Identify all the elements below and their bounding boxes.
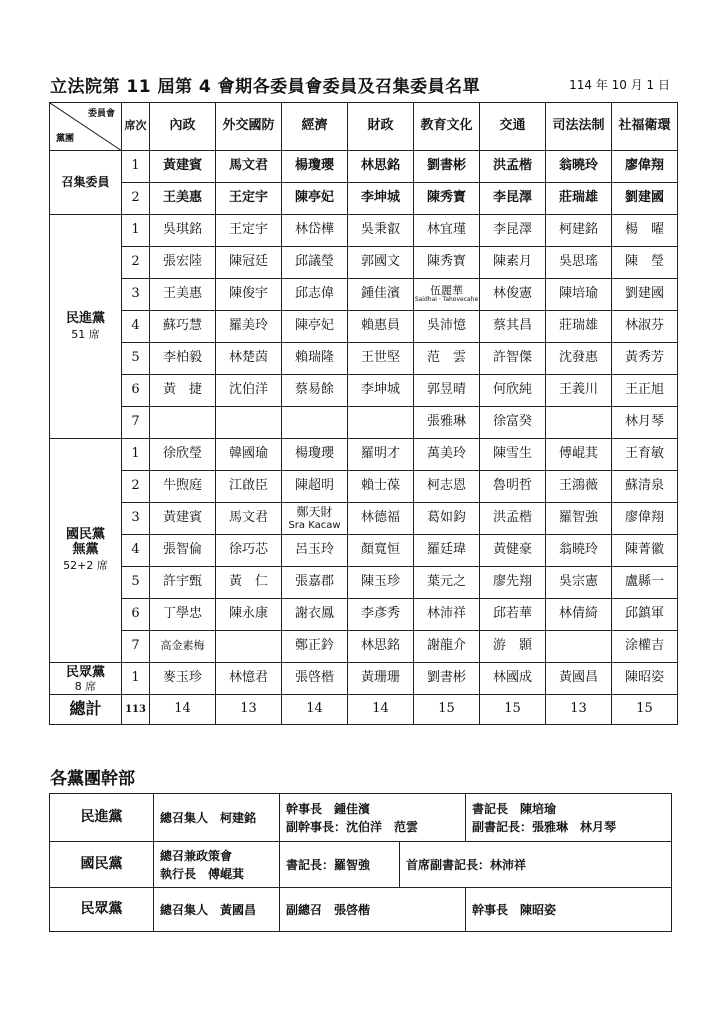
cadre-party: 國民黨 xyxy=(50,842,154,888)
member-cell: 江啟臣 xyxy=(216,471,282,503)
member-cell xyxy=(216,407,282,439)
member-cell: 邱若華 xyxy=(480,599,546,631)
diagonal-header-cell xyxy=(50,103,122,151)
cadre-cell: 首席副書記長：林沛祥 xyxy=(400,842,672,888)
member-name: 伍麗華 xyxy=(430,283,463,297)
party-name: 民眾黨 xyxy=(65,664,105,680)
seat-number: 2 xyxy=(122,183,150,215)
table-row xyxy=(50,503,678,535)
member-cell: 牛煦庭 xyxy=(150,471,216,503)
member-cell: 李昆澤 xyxy=(480,183,546,215)
member-cell: 張宏陸 xyxy=(150,247,216,279)
cadre-line: 幹事長 鍾佳濱 xyxy=(286,801,371,816)
member-cell xyxy=(348,407,414,439)
member-cell: 翁曉玲 xyxy=(546,151,612,183)
member-cell: 邱議瑩 xyxy=(282,247,348,279)
member-cell: 許宇甄 xyxy=(150,567,216,599)
member-cell: 賴惠員 xyxy=(348,311,414,343)
member-cell: 林倩綺 xyxy=(546,599,612,631)
member-cell: 林憶君 xyxy=(216,663,282,695)
seat-number: 1 xyxy=(122,663,150,695)
member-cell: 李坤城 xyxy=(348,183,414,215)
total-label: 總計 xyxy=(50,695,122,725)
cadres-title: 各黨團幹部 xyxy=(50,769,135,789)
member-cell: 林楚茵 xyxy=(216,343,282,375)
member-cell: 林俊憲 xyxy=(480,279,546,311)
committee-header: 司法法制 xyxy=(546,103,612,151)
cadre-cell: 總召集人 柯建銘 xyxy=(154,794,280,842)
party-name: 無黨 xyxy=(72,542,99,558)
tpp-group-label xyxy=(50,663,122,695)
member-cell: 陳冠廷 xyxy=(216,247,282,279)
member-cell: 蔡其昌 xyxy=(480,311,546,343)
total-value: 13 xyxy=(546,695,612,725)
member-cell: 翁曉玲 xyxy=(546,535,612,567)
member-cell: 陳超明 xyxy=(282,471,348,503)
member-name-romanized: Saidhai · Tahovecahe xyxy=(414,296,479,304)
party-name: 國民黨 xyxy=(65,527,105,543)
member-cell: 顏寬恒 xyxy=(348,535,414,567)
cadre-line: 副書記長：張雅琳 林月琴 xyxy=(472,819,617,834)
table-row xyxy=(50,215,678,247)
cadre-cell xyxy=(154,842,280,888)
seat-number: 6 xyxy=(122,375,150,407)
member-cell: 黃國昌 xyxy=(546,663,612,695)
cadre-line: 副幹事長：沈伯洋 范雲 xyxy=(286,819,419,834)
table-row xyxy=(50,151,678,183)
kmt-group-label xyxy=(50,439,122,663)
member-cell: 魯明哲 xyxy=(480,471,546,503)
member-cell: 吳宗憲 xyxy=(546,567,612,599)
party-name: 民進黨 xyxy=(65,310,105,326)
committee-header: 教育文化 xyxy=(414,103,480,151)
member-cell: 黃珊珊 xyxy=(348,663,414,695)
member-cell: 廖偉翔 xyxy=(612,151,678,183)
member-cell: 王世堅 xyxy=(348,343,414,375)
seat-number: 7 xyxy=(122,407,150,439)
member-cell: 林岱樺 xyxy=(282,215,348,247)
cadre-cell: 總召集人 黃國昌 xyxy=(154,888,280,932)
member-cell: 吳沛憶 xyxy=(414,311,480,343)
member-cell: 林國成 xyxy=(480,663,546,695)
member-cell: 羅美玲 xyxy=(216,311,282,343)
member-cell: 廖先翔 xyxy=(480,567,546,599)
member-name-romanized: Sra Kacaw xyxy=(288,519,341,531)
member-cell: 柯建銘 xyxy=(546,215,612,247)
member-cell: 莊瑞雄 xyxy=(546,183,612,215)
member-cell xyxy=(282,407,348,439)
member-cell: 劉書彬 xyxy=(414,151,480,183)
member-cell: 王定宇 xyxy=(216,215,282,247)
member-cell: 馬文君 xyxy=(216,503,282,535)
seat-number: 7 xyxy=(122,631,150,663)
cadre-cell: 書記長：羅智強 xyxy=(280,842,400,888)
committee-header: 社福衛環 xyxy=(612,103,678,151)
member-cell: 賴瑞隆 xyxy=(282,343,348,375)
total-value: 15 xyxy=(480,695,546,725)
committee-header: 經濟 xyxy=(282,103,348,151)
member-cell: 王定宇 xyxy=(216,183,282,215)
member-cell: 王義川 xyxy=(546,375,612,407)
member-cell xyxy=(414,279,480,311)
seat-number: 3 xyxy=(122,279,150,311)
committee-header: 內政 xyxy=(150,103,216,151)
member-cell: 陳培瑜 xyxy=(546,279,612,311)
member-cell: 呂玉玲 xyxy=(282,535,348,567)
member-cell: 郭國文 xyxy=(348,247,414,279)
member-cell: 王美惠 xyxy=(150,183,216,215)
page-date: 114 年 10 月 1 日 xyxy=(569,78,670,92)
member-cell: 張智倫 xyxy=(150,535,216,567)
party-seats: 51 席 xyxy=(71,327,100,341)
table-row xyxy=(50,471,678,503)
conveners-group-label: 召集委員 xyxy=(50,151,122,215)
member-cell: 林思銘 xyxy=(348,631,414,663)
table-row xyxy=(50,183,678,215)
diag-committee-label: 委員會 xyxy=(87,109,115,119)
page-title: 立法院第 11 屆第 4 會期各委員會委員及召集委員名單 xyxy=(50,77,481,97)
member-cell: 何欣純 xyxy=(480,375,546,407)
member-cell: 楊瓊瓔 xyxy=(282,439,348,471)
cadre-line: 書記長 陳培瑜 xyxy=(472,801,557,816)
cadre-row-dpp xyxy=(50,794,672,842)
member-cell: 陳菁徽 xyxy=(612,535,678,567)
member-cell: 陳昭姿 xyxy=(612,663,678,695)
member-cell: 黃 捷 xyxy=(150,375,216,407)
member-cell: 范 雲 xyxy=(414,343,480,375)
committee-header: 交通 xyxy=(480,103,546,151)
member-name: 鄭天財 xyxy=(296,504,333,519)
member-cell: 鍾佳濱 xyxy=(348,279,414,311)
cadre-cell: 副總召 張啓楷 xyxy=(280,888,466,932)
member-cell xyxy=(216,631,282,663)
table-row xyxy=(50,663,678,695)
cadre-cell xyxy=(280,794,466,842)
member-cell: 傅崐萁 xyxy=(546,439,612,471)
party-seats: 52+2 席 xyxy=(63,559,108,573)
member-cell: 林淑芬 xyxy=(612,311,678,343)
member-cell: 葛如鈞 xyxy=(414,503,480,535)
member-cell: 邱鎮軍 xyxy=(612,599,678,631)
member-cell: 游 顥 xyxy=(480,631,546,663)
table-row xyxy=(50,535,678,567)
member-cell: 許智傑 xyxy=(480,343,546,375)
member-cell: 林德福 xyxy=(348,503,414,535)
total-all: 113 xyxy=(122,695,150,725)
cadre-party: 民眾黨 xyxy=(50,888,154,932)
cadre-party: 民進黨 xyxy=(50,794,154,842)
member-cell: 徐富癸 xyxy=(480,407,546,439)
member-cell: 陳俊宇 xyxy=(216,279,282,311)
seat-number: 5 xyxy=(122,343,150,375)
member-cell: 邱志偉 xyxy=(282,279,348,311)
table-row xyxy=(50,311,678,343)
seat-number: 2 xyxy=(122,471,150,503)
member-cell: 陳雪生 xyxy=(480,439,546,471)
member-cell: 陳素月 xyxy=(480,247,546,279)
committee-table xyxy=(49,102,678,725)
member-cell: 黃建賓 xyxy=(150,151,216,183)
member-cell: 李彥秀 xyxy=(348,599,414,631)
member-cell: 徐巧芯 xyxy=(216,535,282,567)
member-cell xyxy=(546,407,612,439)
seat-number: 6 xyxy=(122,599,150,631)
cadre-row-kmt xyxy=(50,842,672,888)
member-cell: 陳亭妃 xyxy=(282,311,348,343)
cadre-cell xyxy=(466,794,672,842)
committee-header: 外交國防 xyxy=(216,103,282,151)
member-cell: 涂權吉 xyxy=(612,631,678,663)
member-cell: 黃秀芳 xyxy=(612,343,678,375)
member-cell: 楊 曜 xyxy=(612,215,678,247)
table-row xyxy=(50,567,678,599)
member-cell: 陳亭妃 xyxy=(282,183,348,215)
member-cell: 李昆澤 xyxy=(480,215,546,247)
cadres-table xyxy=(49,793,672,932)
member-cell: 徐欣瑩 xyxy=(150,439,216,471)
table-row xyxy=(50,279,678,311)
total-value: 13 xyxy=(216,695,282,725)
member-cell: 張嘉郡 xyxy=(282,567,348,599)
member-cell: 羅明才 xyxy=(348,439,414,471)
member-cell: 陳秀寳 xyxy=(414,183,480,215)
member-cell: 葉元之 xyxy=(414,567,480,599)
member-cell: 黃 仁 xyxy=(216,567,282,599)
dpp-group-label xyxy=(50,215,122,439)
table-row xyxy=(50,375,678,407)
member-cell: 萬美玲 xyxy=(414,439,480,471)
member-cell xyxy=(282,503,348,535)
seat-number: 4 xyxy=(122,311,150,343)
member-cell: 丁學忠 xyxy=(150,599,216,631)
member-cell: 張啓楷 xyxy=(282,663,348,695)
seat-number: 5 xyxy=(122,567,150,599)
total-value: 15 xyxy=(414,695,480,725)
member-cell: 王美惠 xyxy=(150,279,216,311)
member-cell: 馬文君 xyxy=(216,151,282,183)
member-cell: 張雅琳 xyxy=(414,407,480,439)
member-cell xyxy=(150,407,216,439)
member-cell: 楊瓊瓔 xyxy=(282,151,348,183)
member-cell: 劉書彬 xyxy=(414,663,480,695)
member-cell: 謝龍介 xyxy=(414,631,480,663)
member-cell: 林思銘 xyxy=(348,151,414,183)
member-cell: 吳琪銘 xyxy=(150,215,216,247)
member-cell: 王育敏 xyxy=(612,439,678,471)
seat-number: 1 xyxy=(122,439,150,471)
member-cell: 陳玉珍 xyxy=(348,567,414,599)
total-value: 14 xyxy=(282,695,348,725)
member-cell: 劉建國 xyxy=(612,183,678,215)
member-cell: 蔡易餘 xyxy=(282,375,348,407)
cadre-cell: 幹事長 陳昭姿 xyxy=(466,888,672,932)
member-cell: 林沛祥 xyxy=(414,599,480,631)
member-cell: 王鴻薇 xyxy=(546,471,612,503)
member-cell: 蘇巧慧 xyxy=(150,311,216,343)
member-cell: 沈發惠 xyxy=(546,343,612,375)
member-cell: 麥玉珍 xyxy=(150,663,216,695)
seat-number: 1 xyxy=(122,215,150,247)
seat-number: 2 xyxy=(122,247,150,279)
member-cell: 盧縣一 xyxy=(612,567,678,599)
member-cell: 李坤城 xyxy=(348,375,414,407)
party-seats: 8 席 xyxy=(74,679,97,693)
member-cell: 賴士葆 xyxy=(348,471,414,503)
member-cell: 吳思瑤 xyxy=(546,247,612,279)
member-cell: 柯志恩 xyxy=(414,471,480,503)
member-cell: 陳秀寳 xyxy=(414,247,480,279)
member-cell: 沈伯洋 xyxy=(216,375,282,407)
member-cell: 林月琴 xyxy=(612,407,678,439)
seat-number: 1 xyxy=(122,151,150,183)
member-cell: 陳永康 xyxy=(216,599,282,631)
member-cell: 高金素梅 xyxy=(150,631,216,663)
table-row xyxy=(50,599,678,631)
member-cell: 洪孟楷 xyxy=(480,151,546,183)
table-row xyxy=(50,247,678,279)
diag-party-label: 黨團 xyxy=(56,133,75,144)
member-cell: 謝衣鳳 xyxy=(282,599,348,631)
member-cell: 鄭正鈐 xyxy=(282,631,348,663)
header-row xyxy=(50,103,678,151)
member-cell: 陳 瑩 xyxy=(612,247,678,279)
member-cell: 黃健豪 xyxy=(480,535,546,567)
member-cell: 蘇清泉 xyxy=(612,471,678,503)
member-cell: 吳秉叡 xyxy=(348,215,414,247)
member-cell xyxy=(546,631,612,663)
total-value: 14 xyxy=(348,695,414,725)
total-row xyxy=(50,695,678,725)
cadre-line: 總召兼政策會 xyxy=(160,848,233,863)
member-cell: 莊瑞雄 xyxy=(546,311,612,343)
seq-header: 席次 xyxy=(122,103,150,151)
table-row xyxy=(50,343,678,375)
member-cell: 李柏毅 xyxy=(150,343,216,375)
member-cell: 羅智強 xyxy=(546,503,612,535)
member-cell: 林宜瑾 xyxy=(414,215,480,247)
table-row xyxy=(50,439,678,471)
committee-header: 財政 xyxy=(348,103,414,151)
member-cell: 羅廷瑋 xyxy=(414,535,480,567)
member-cell: 王正旭 xyxy=(612,375,678,407)
seat-number: 4 xyxy=(122,535,150,567)
total-value: 15 xyxy=(612,695,678,725)
cadre-row-tpp xyxy=(50,888,672,932)
member-cell: 劉建國 xyxy=(612,279,678,311)
total-value: 14 xyxy=(150,695,216,725)
table-row xyxy=(50,631,678,663)
table-row xyxy=(50,407,678,439)
member-cell: 郭昱晴 xyxy=(414,375,480,407)
member-cell: 黃建賓 xyxy=(150,503,216,535)
member-cell: 韓國瑜 xyxy=(216,439,282,471)
cadre-line: 執行長 傅崐萁 xyxy=(160,866,245,881)
member-cell: 洪孟楷 xyxy=(480,503,546,535)
seat-number: 3 xyxy=(122,503,150,535)
member-cell: 廖偉翔 xyxy=(612,503,678,535)
